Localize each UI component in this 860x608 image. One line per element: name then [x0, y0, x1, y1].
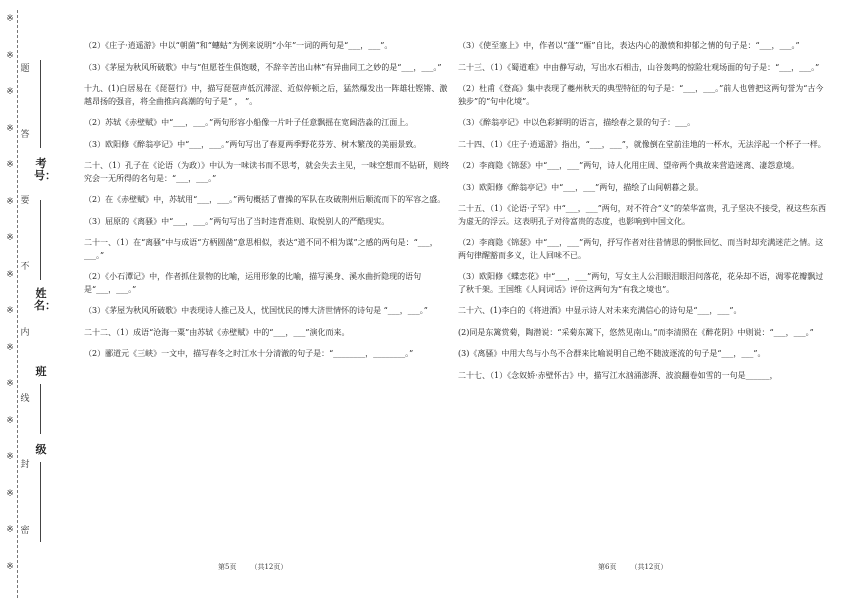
question-item: (3)《离骚》中用大鸟与小鸟不合群来比喻说明自己绝不随波逐流的句子是“___，___”。 — [458, 349, 766, 358]
question-item: 二十四、（1）《庄子·逍遥游》指出，“___，___”，就像倒在堂前洼地的一杯水，无法浮起一个杯子一样。 — [458, 139, 826, 149]
binding-margin — [0, 0, 78, 608]
x-mark: ※ — [6, 269, 14, 280]
x-mark: ※ — [6, 488, 14, 499]
class-label: 班 — [35, 365, 47, 378]
question-item: （3）屈原的《离骚》中“___，___。”两句写出了当时违背准则、取悦别人的严酷现实。 — [84, 216, 390, 226]
question-item: （2）苏轼《赤壁赋》中“___，___。”两句形容小船像一片叶子任意飘摇在宽阔浩淼的江面上。 — [84, 118, 414, 127]
exam-number-label: 考号： — [34, 157, 56, 182]
question-item: 二十六、(1)李白的《将进酒》中显示诗人对未来充满信心的诗句是“___，___”。 — [458, 306, 742, 315]
grade-label: 级 — [35, 443, 47, 456]
question-item: （2）《庄子·逍遥游》中以“朝菌”和“蟪蛄”为例来说明“小年”一词的两句是“___，___”。 — [84, 41, 393, 50]
x-mark: ※ — [6, 14, 14, 24]
x-mark: ※ — [6, 196, 14, 207]
question-item: （2）李商隐《锦瑟》中“___，___”两句，诗人化用庄周、望帝两个典故来营造迷离、凄怨意境。 — [458, 161, 800, 170]
question-item: （3）《使至塞上》中，作者以“蓬”“雁”自比，表达内心的激愤和抑郁之情的句子是：“___，___。” — [458, 41, 800, 50]
page-total: （共12页） — [630, 563, 668, 571]
exam-number-line — [40, 60, 41, 148]
question-item: （2）杜甫《登高》集中表现了夔州秋天的典型特征的句子是：“___，___。”前人也曾把这两句誉为“古今独步”的“句中化境”。 — [458, 84, 824, 106]
name-label: 姓名： — [34, 287, 56, 312]
question-item: (2)同是东篱赏菊，陶潜说：“采菊东篱下，悠然见南山。”而李清照在《醉花阴》中则说：“___，___。” — [458, 327, 814, 337]
question-item: （3）欧阳修《醉翁亭记》中“___，___”两句，描绘了山间朝暮之景。 — [458, 182, 704, 192]
question-item: 十九、(1)白居易在《琵琶行》中，描写琵琶声低沉滞涩、近似停顿之后，猛然爆发出一阵雄壮铿锵、激越昂扬的强音，将全曲推向高潮的句子是“ ， ”。 — [84, 84, 448, 106]
question-item: （2）李商隐《锦瑟》中“___，___”两句，抒写作者对往昔情思的惘怅回忆、而当时却充满迷茫之情。这两句律醒豁而多义，让人回味不已。 — [458, 238, 824, 260]
page-total: （共12页） — [250, 563, 288, 571]
seal-direction-char: 封 — [20, 460, 30, 470]
x-mark: ※ — [6, 342, 14, 353]
question-item: （3）欧阳修《醉翁亭记》中“___，___。”两句写出了春夏两季野花芬芳、树木繁茂的美丽景致。 — [84, 139, 422, 149]
x-mark: ※ — [6, 233, 14, 243]
grade-line — [40, 462, 41, 542]
x-mark: ※ — [6, 87, 14, 97]
question-item: （3）《茅屋为秋风所破歌》中与“但愿苍生俱饱暖，不辞辛苦出山林”有异曲同工之妙的是“___，___。” — [84, 62, 442, 72]
question-item: 二十一、（1）在“离骚”中与成语“方柄圆凿”意思相似，表达“道不同不相为谋”之感的两句是：“___，___。” — [84, 238, 438, 260]
seal-dashed-line — [17, 10, 18, 598]
question-item: 二十、（1）孔子在《论语（为政）》中认为一味读书而不思考，就会失去主见，一味空想而不钻研，则终究会一无所得的名句是：“___，___。” — [84, 161, 450, 183]
seal-direction-char: 答 — [20, 130, 30, 140]
seal-direction-char: 线 — [20, 394, 30, 404]
question-item: 二十二、（1）成语“沧海一粟”由苏轼《赤壁赋》中的“___，___”演化而来。 — [84, 327, 350, 337]
x-mark: ※ — [6, 306, 14, 316]
seal-direction-char: 内 — [20, 328, 30, 338]
x-mark: ※ — [6, 561, 14, 572]
seal-direction-char: 不 — [20, 262, 30, 272]
question-item: （2）《小石潭记》中，作者抓住景物的比喻，运用形象的比喻，描写溪身、溪水曲折隐现的语句是“___，___。” — [84, 272, 422, 294]
question-item: （2）郦道元《三峡》一文中，描写春冬之时江水十分清澈的句子是：“________，________。” — [84, 349, 414, 358]
x-mark: ※ — [6, 123, 14, 134]
footer-right — [598, 562, 681, 572]
class-line — [40, 384, 41, 434]
left-column — [84, 40, 452, 370]
x-mark: ※ — [6, 452, 14, 462]
page-number: 第5页 — [218, 563, 237, 571]
seal-direction-char: 题 — [20, 64, 30, 74]
question-item: （2）在《赤壁赋》中，苏轼用“___，___。”两句概括了曹操的军队在攻破荆州后顺流而下的军容之盛。 — [84, 195, 446, 204]
x-mark: ※ — [6, 50, 14, 61]
question-item: （3）《茅屋为秋风所破歌》中表现诗人推己及人，忧国忧民的博大济世情怀的诗句是 “___，___。” — [84, 306, 428, 315]
question-item: （3）《醉翁亭记》中以色彩鲜明的语言，描绘春之景的句子：___。 — [458, 118, 696, 127]
question-item: 二十三、（1）《蜀道难》中由静写动，写出水石相击，山谷轰鸣的惊险壮观场面的句子是：“___，___。” — [458, 62, 820, 72]
x-mark: ※ — [6, 525, 14, 535]
footer-left — [218, 562, 301, 572]
x-mark: ※ — [6, 415, 14, 426]
question-item: （3）欧阳修《蝶恋花》中“___，___”两句，写女主人公泪眼泪眼泪问落花，花朵却不语，凋零花瓣飘过了秋千架。王国维《人间词话》评价这两句为“有我之境也”。 — [458, 272, 824, 294]
page-number: 第6页 — [598, 563, 617, 571]
x-mark: ※ — [6, 379, 14, 389]
x-mark: ※ — [6, 160, 14, 170]
seal-direction-char: 要 — [20, 196, 30, 206]
right-column — [458, 40, 826, 391]
seal-direction-char: 密 — [20, 526, 30, 536]
name-line — [40, 200, 41, 280]
question-item: 二十五、（1）《论语·子罕》中“___，___”两句，对不符合“义”的荣华富贵，孔子坚决不接受，视这些东西为虚无的浮云。这表明孔子对待富贵的态度，也影响到中国文化。 — [458, 204, 826, 226]
question-item: 二十七、（1）《念奴娇·赤壁怀古》中，描写江水汹涌澎湃、波浪翻卷如雪的一句是______， — [458, 370, 778, 380]
